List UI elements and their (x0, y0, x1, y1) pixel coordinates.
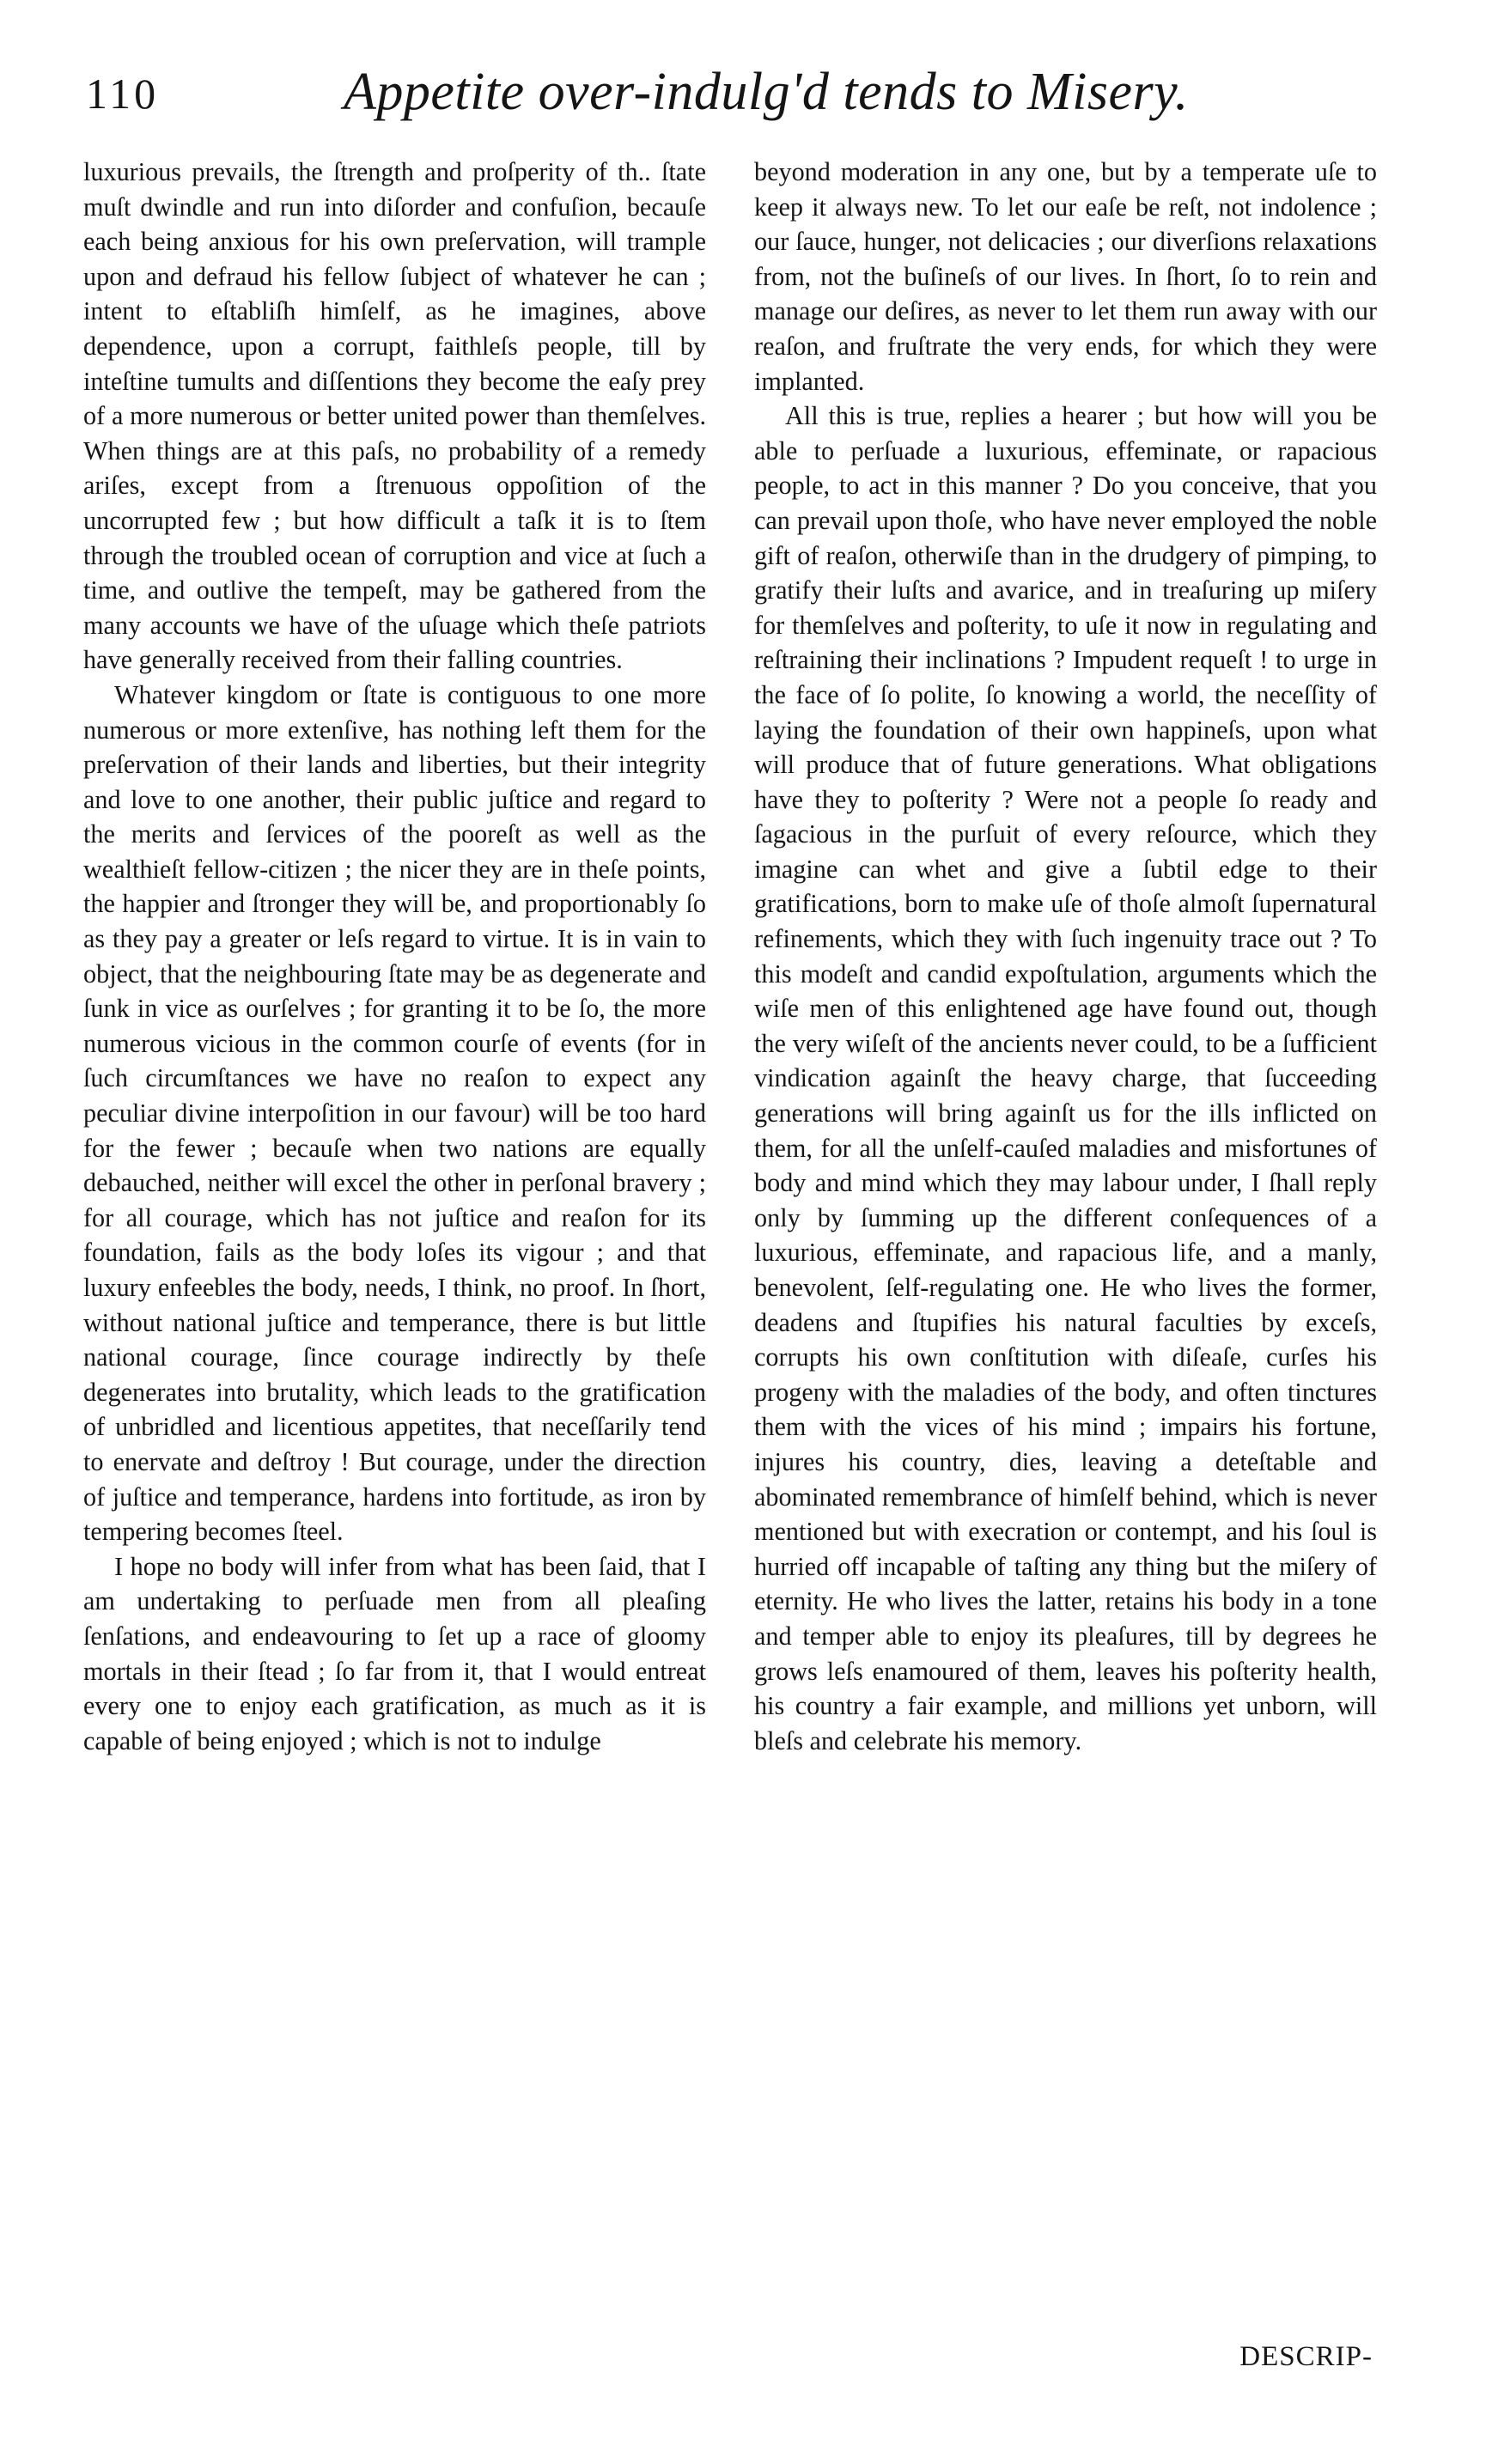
running-title: Appetite over-indulg'd tends to Misery. (344, 63, 1189, 121)
paragraph: All this is true, replies a hearer ; but how will you be able to perſuade a luxurious, effeminate, or rapacious people, to act in this manner ? Do you conceive, that you can prevail upon thoſe, who have never employed the noble gift of reaſon, otherwiſe than in the drudgery of pimping, to gratify their luſts and avarice, and in treaſuring up miſery for themſelves and poſterity, to uſe it now in regulating and reſtraining their inclinations ? Impudent requeſt ! to urge in the face of ſo polite, ſo knowing a world, the neceſſity of laying the foundation of their own happineſs, upon what will produce that of future generations. What obligations have they to poſterity ? Were not a people ſo ready and ſagacious in the purſuit of every reſource, which they imagine can whet and give a ſubtil edge to their gratifications, born to make uſe of thoſe almoſt ſupernatural refinements, which they with ſuch ingenuity trace out ? To this modeſt and candid expoſtulation, arguments which the wiſe men of this enlightened age have found out, though the very wiſeſt of the ancients never could, to be a ſufficient vindication againſt the heavy charge, that ſucceeding generations will bring againſt us for the ills inflicted on them, for all the unſelf-cauſed maladies and misfortunes of body and mind which they may labour under, I ſhall reply only by ſumming up the different conſequences of a luxurious, effeminate, and rapacious life, and a manly, benevolent, ſelf-regulating one. He who lives the former, deadens and ſtupifies his natural faculties by exceſs, corrupts his own conſtitution with diſeaſe, curſes his progeny with the maladies of the body, and often tinctures them with the vices of his mind ; impairs his fortune, injures his country, dies, leaving a deteſtable and abominated remembrance of himſelf behind, which is never mentioned but with execration or contempt, and his ſoul is hurried off incapable of taſting any thing but the miſery of eternity. He who lives the latter, retains his body in a tone and temper able to enjoy its pleaſures, till by degrees he grows leſs enamoured of them, leaves his poſterity health, his country a fair example, and millions yet unborn, will bleſs and celebrate his memory. (754, 401, 1377, 1755)
right-column (754, 155, 1377, 1758)
page-number: 110 (86, 70, 160, 118)
paragraph: I hope no body will infer from what has been ſaid, that I am undertaking to perſuade men from all pleaſing ſenſations, and endeavouring to ſet up a race of gloomy mortals in their ſtead ; ſo far from it, that I would entreat every one to enjoy each gratification, as much as it is capable of being enjoyed ; which is not to indulge (83, 1551, 706, 1755)
left-column (83, 155, 706, 1758)
page-header (86, 65, 1357, 143)
catchword: DESCRIP- (1239, 2341, 1373, 2372)
paragraph: luxurious prevails, the ſtrength and proſperity of th.. ſtate muſt dwindle and run into diſorder and confuſion, becauſe each being anxious for his own preſervation, will trample upon and defraud his fellow ſubject of whatever he can ; intent to eſtabliſh himſelf, as he imagines, above dependence, upon a corrupt, faithleſs people, till by inteſtine tumults and diſſentions they become the eaſy prey of a more numerous or better united power than themſelves. When things are at this paſs, no probability of a remedy ariſes, except from a ſtrenuous oppoſition of the uncorrupted few ; but how difficult a taſk it is to ſtem through the troubled ocean of corruption and vice at ſuch a time, and outlive the tempeſt, may be gathered from the many accounts we have of the uſuage which theſe patriots have generally received from their falling countries. (83, 157, 706, 675)
paragraph: beyond moderation in any one, but by a temperate uſe to keep it always new. To let our eaſe be reſt, not indolence ; our ſauce, hunger, not delicacies ; our diverſions relaxations from, not the buſineſs of our lives. In ſhort, ſo to rein and manage our deſires, as never to let them run away with our reaſon, and fruſtrate the very ends, for which they were implanted. (754, 157, 1377, 396)
paragraph: Whatever kingdom or ſtate is contiguous to one more numerous or more extenſive, has nothing left them for the preſervation of their lands and liberties, but their integrity and love to one another, their public juſtice and regard to the merits and ſervices of the pooreſt as well as the wealthieſt fellow-citizen ; the nicer they are in theſe points, the happier and ſtronger they will be, and proportionably ſo as they pay a greater or leſs regard to virtue. It is in vain to object, that the neighbouring ſtate may be as degenerate and ſunk in vice as ourſelves ; for granting it to be ſo, the more numerous vicious in the common courſe of events (for in ſuch circumſtances we have no reaſon to expect any peculiar divine interpoſition in our favour) will be too hard for the fewer ; becauſe when two nations are equally debauched, neither will excel the other in perſonal bravery ; for all courage, which has not juſtice and reaſon for its foundation, fails as the body loſes its vigour ; and that luxury enfeebles the body, needs, I think, no proof. In ſhort, without national juſtice and temperance, there is but little national courage, ſince courage indirectly by theſe degenerates into brutality, which leads to the gratification of unbridled and licentious appetites, that neceſſarily tend to enervate and deſtroy ! But courage, under the direction of juſtice and temperance, hardens into fortitude, as iron by tempering becomes ſteel. (83, 679, 706, 1547)
